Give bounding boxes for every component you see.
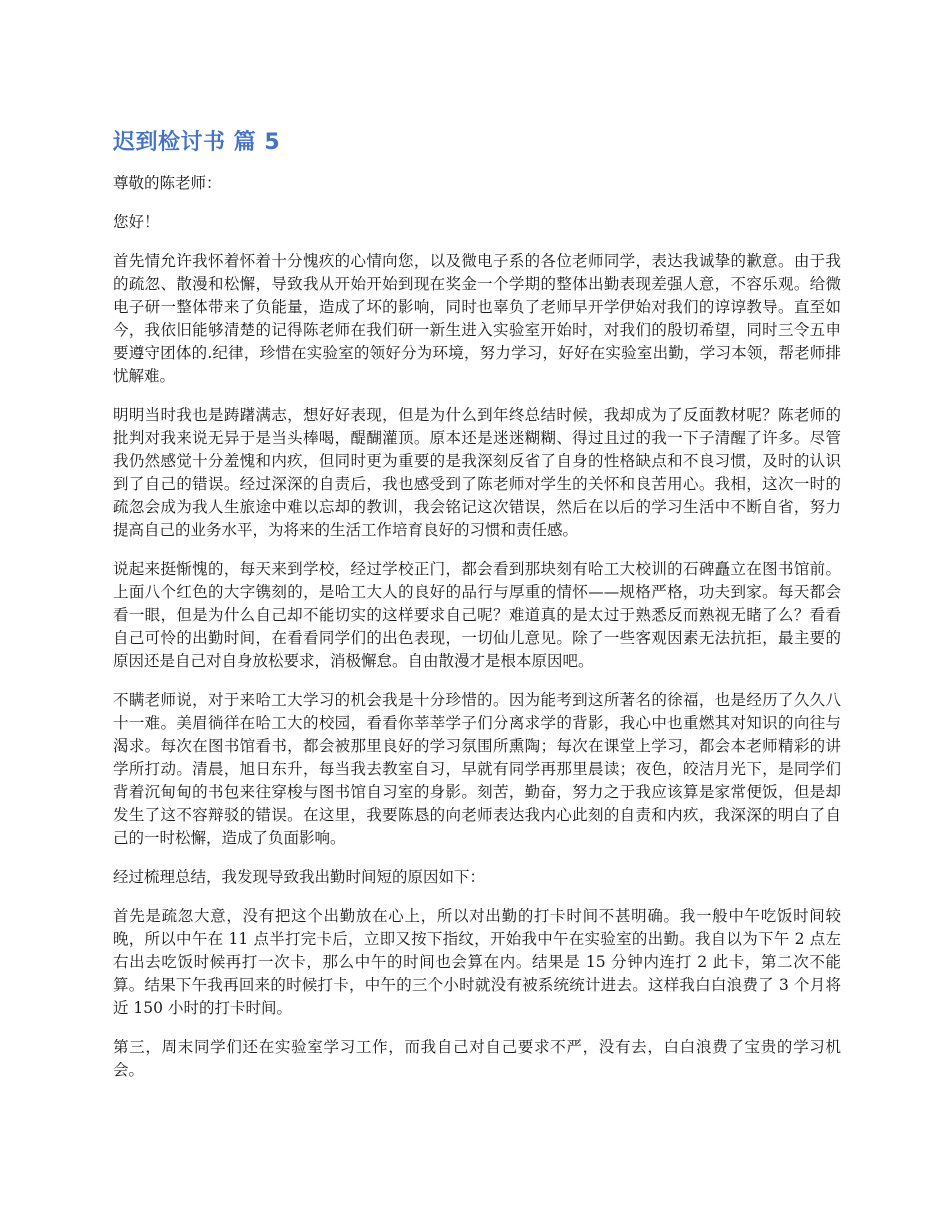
body-paragraph: 第三，周末同学们还在实验室学习工作，而我自己对自己要求不严，没有去，白白浪费了宝贵的学习机会。 [113, 1038, 841, 1079]
body-paragraph: 明明当时我也是踌躇满志，想好好表现，但是为什么到年终总结时候，我却成为了反面教材呢？陈老师的批判对我来说无异于是当头棒喝，醍醐灌顶。原本还是迷迷糊糊、得过且过的我一下子清醒了许多。尽管我仍然感觉十分羞愧和内疚，但同时更为重要的是我深刻反省了自身的性格缺点和不良习惯，及时的认识到了自己的错误。经过深深的自责后，我也感受到了陈老师对学生的关怀和良苦用心。我相，这次一时的疏忽会成为我人生旅途中难以忘却的教训，我会铭记这次错误，然后在以后的学习生活中不断自省，努力提高自己的业务水平，为将来的生活工作培育良好的习惯和责任感。 [113, 406, 841, 539]
body-paragraph: 经过梳理总结，我发现导致我出勤时间短的原因如下： [113, 868, 486, 886]
body-paragraph: 首先情允许我怀着怀着十分愧疚的心情向您，以及微电子系的各位老师同学，表达我诚挚的歉意。由于我的疏忽、散漫和松懈，导致我从开始开始到现在奖金一个学期的整体出勤表现差强人意，不容乐观。给微电子研一整体带来了负能量，造成了坏的影响，同时也辜负了老师早开学伊始对我们的谆谆教导。直至如今，我依旧能够清楚的记得陈老师在我们研一新生进入实验室开始时，对我们的殷切希望，同时三令五申要遵守团体的.纪律，珍惜在实验室的领好分为环境，努力学习，好好在实验室出勤，学习本领，帮老师排忧解难。 [113, 252, 841, 385]
greeting: 您好！ [113, 213, 160, 231]
document-page [113, 128, 841, 1098]
salutation: 尊敬的陈老师： [113, 174, 222, 192]
body-paragraph: 说起来挺惭愧的，每天来到学校，经过学校正门，都会看到那块刻有哈工大校训的石碑矗立在图书馆前。上面八个红色的大字镌刻的，是哈工大人的良好的品行与厚重的情怀——规格严格，功夫到家。每天都会看一眼，但是为什么自己却不能切实的这样要求自己呢？难道真的是太过于熟悉反而熟视无睹了么？看看自己可怜的出勤时间，在看看同学们的出色表现，一切仙儿意见。除了一些客观因素无法抗拒，最主要的原因还是自己对自身放松要求，消极懈怠。自由散漫才是根本原因吧。 [113, 560, 841, 670]
body-paragraph: 不瞒老师说，对于来哈工大学习的机会我是十分珍惜的。因为能考到这所著名的徐福，也是经历了久久八十一难。美眉徜徉在哈工大的校园，看看你莘莘学子们分离求学的背影，我心中也重燃其对知识的向往与渴求。每次在图书馆看书，都会被那里良好的学习氛围所熏陶；每次在课堂上学习，都会本老师精彩的讲学所打动。清晨，旭日东升，每当我去教室自习，早就有同学再那里晨读；夜色，皎洁月光下，是同学们背着沉甸甸的书包来往穿梭与图书馆自习室的身影。刻苦，勤奋，努力之于我应该算是家常便饭，但是却发生了这不容辩驳的错误。在这里，我要陈恳的向老师表达我内心此刻的自责和内疚，我深深的明白了自己的一时松懈，造成了负面影响。 [113, 691, 841, 847]
document-title: 迟到检讨书 篇 5 [113, 130, 281, 155]
body-paragraph: 首先是疏忽大意，没有把这个出勤放在心上，所以对出勤的打卡时间不甚明确。我一般中午吃饭时间较晚，所以中午在 11 点半打完卡后，立即又按下指纹，开始我中午在实验室的出勤。我自以为下午 2 点左右出去吃饭时候再打一次卡，那么中午的时间也会算在内。结果是 15 分钟内连打 2 此卡，第二次不能算。结果下午我再回来的时候打卡，中午的三个小时就没有被系统统计进去。这样我白白浪费了 3 个月将近 150 小时的打卡时间。 [113, 907, 841, 1017]
